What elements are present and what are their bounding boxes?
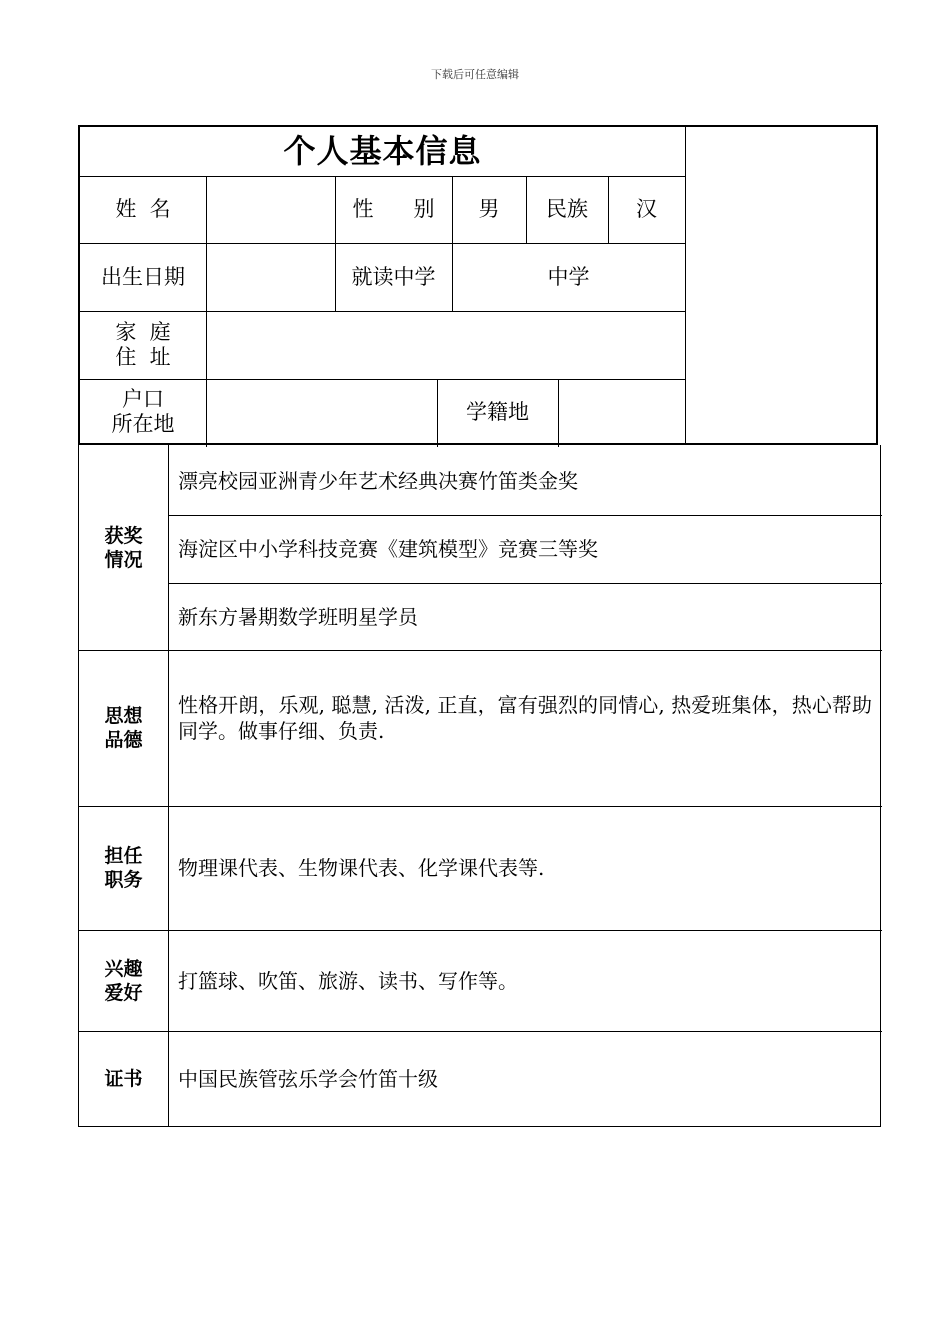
details-table xyxy=(78,445,881,1127)
character-text: 性格开朗，乐观, 聪慧, 活泼, 正直，富有强烈的同情心, 热爱班集体，热心帮助同学。做事仔细、负责. xyxy=(178,693,872,743)
ethnicity-label: 民族 xyxy=(546,197,588,221)
ethnicity-value[interactable]: 汉 xyxy=(636,197,657,221)
birthdate-label: 出生日期 xyxy=(101,264,185,289)
name-field[interactable] xyxy=(206,176,335,243)
gender-value[interactable]: 男 xyxy=(478,197,500,221)
photo-area xyxy=(686,127,876,445)
positions-label-line2: 职务 xyxy=(104,869,143,891)
award-item: 漂亮校园亚洲青少年艺术经典决赛竹笛类金奖 xyxy=(178,469,578,493)
name-label: 姓 名 xyxy=(115,197,171,221)
download-note: 下载后可任意编辑 xyxy=(431,68,519,81)
hobbies-label-line2: 爱好 xyxy=(104,981,143,1004)
character-label-line2: 品德 xyxy=(104,729,143,751)
school-label: 就读中学 xyxy=(351,264,436,289)
hukou-label xyxy=(80,379,206,445)
hukou-label-line1: 户口 xyxy=(122,387,164,411)
school-registry-label: 学籍地 xyxy=(466,399,529,424)
hobbies-label-line1: 兴趣 xyxy=(104,957,143,980)
awards-label-line2: 情况 xyxy=(104,548,143,571)
address-label xyxy=(80,311,206,379)
positions-label-line1: 担任 xyxy=(104,845,143,867)
hobbies-text: 打篮球、吹笛、旅游、读书、写作等。 xyxy=(178,968,518,993)
gender-label: 性 别 xyxy=(352,197,435,221)
positions-text: 物理课代表、生物课代表、化学课代表等. xyxy=(178,856,545,880)
hukou-label-line2: 所在地 xyxy=(111,412,175,436)
page-title: 个人基本信息 xyxy=(283,132,482,170)
school-value[interactable]: 中学 xyxy=(547,264,590,289)
school-registry-field[interactable] xyxy=(558,379,685,445)
basic-info-table xyxy=(78,125,878,445)
character-label-line1: 思想 xyxy=(104,705,143,727)
award-item: 海淀区中小学科技竞赛《建筑模型》竞赛三等奖 xyxy=(178,537,598,561)
address-label-line1: 家 庭 xyxy=(115,320,171,344)
address-field[interactable] xyxy=(206,311,685,379)
hukou-field[interactable] xyxy=(206,379,437,445)
address-label-line2: 住 址 xyxy=(115,345,171,369)
award-item: 新东方暑期数学班明星学员 xyxy=(178,604,418,629)
birthdate-field[interactable] xyxy=(206,243,335,311)
awards-label-line1: 获奖 xyxy=(104,524,143,547)
certificates-text: 中国民族管弦乐学会竹笛十级 xyxy=(178,1067,438,1091)
certificates-label: 证书 xyxy=(104,1068,143,1090)
